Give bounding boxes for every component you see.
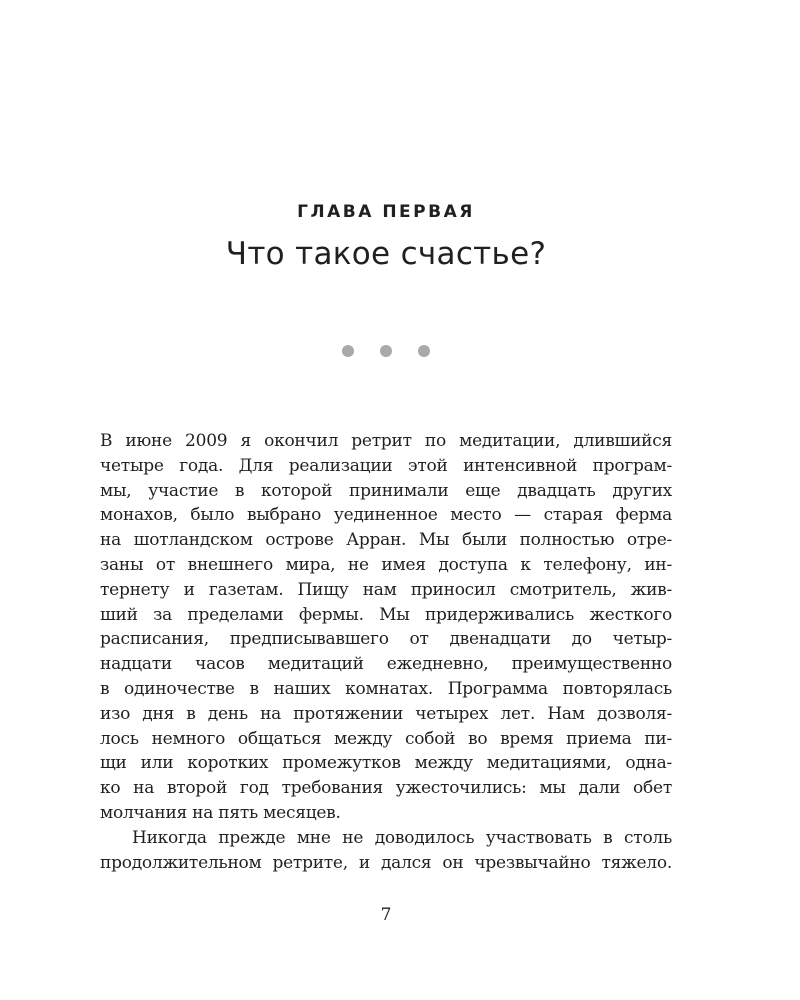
text-line: ко на второй год требования ужесточились: мы дали обет bbox=[100, 778, 672, 799]
text-line: Никогда прежде мне не доводилось участвовать в столь bbox=[132, 827, 672, 848]
text-line: надцати часов медитаций ежедневно, преимущественно bbox=[100, 654, 672, 675]
text-line: молчания на пять месяцев. bbox=[100, 802, 341, 823]
text-line: продолжительном ретрите, и дался он чрезвычайно тяжело. bbox=[100, 852, 672, 873]
paragraph bbox=[100, 429, 672, 826]
text-line: расписания, предписывавшего от двенадцати до четыр- bbox=[100, 629, 672, 650]
paragraph bbox=[100, 826, 672, 876]
text-line: четыре года. Для реализации этой интенсивной програм- bbox=[100, 455, 672, 476]
text-line: заны от внешнего мира, не имея доступа к телефону, ин- bbox=[100, 554, 672, 575]
chapter-label: ГЛАВА ПЕРВАЯ bbox=[297, 202, 475, 222]
text-line: В июне 2009 я окончил ретрит по медитации, длившийся bbox=[100, 431, 672, 451]
text-line: лось немного общаться между собой во время приема пи- bbox=[100, 728, 672, 749]
ornament-dot bbox=[342, 345, 354, 357]
text-line: изо дня в день на протяжении четырех лет. Нам дозволя- bbox=[100, 703, 672, 724]
ornament-dot bbox=[418, 345, 430, 357]
section-ornament bbox=[0, 345, 772, 357]
page-number: 7 bbox=[380, 905, 392, 925]
text-line: ший за пределами фермы. Мы придерживались жесткого bbox=[100, 604, 672, 625]
text-line: в одиночестве в наших комнатах. Программа повторялась bbox=[100, 678, 672, 699]
text-line: тернету и газетам. Пищу нам приносил смотритель, жив- bbox=[100, 579, 672, 600]
body-text bbox=[100, 429, 672, 875]
text-line: мы, участие в которой принимали еще двадцать других bbox=[100, 480, 672, 501]
text-line: щи или коротких промежутков между медитациями, одна- bbox=[100, 753, 672, 774]
chapter-title: Что такое счастье? bbox=[225, 236, 547, 272]
text-line: на шотландском острове Арран. Мы были полностью отре- bbox=[100, 530, 672, 551]
ornament-dot bbox=[380, 345, 392, 357]
text-line: монахов, было выбрано уединенное место — старая ферма bbox=[100, 505, 672, 526]
